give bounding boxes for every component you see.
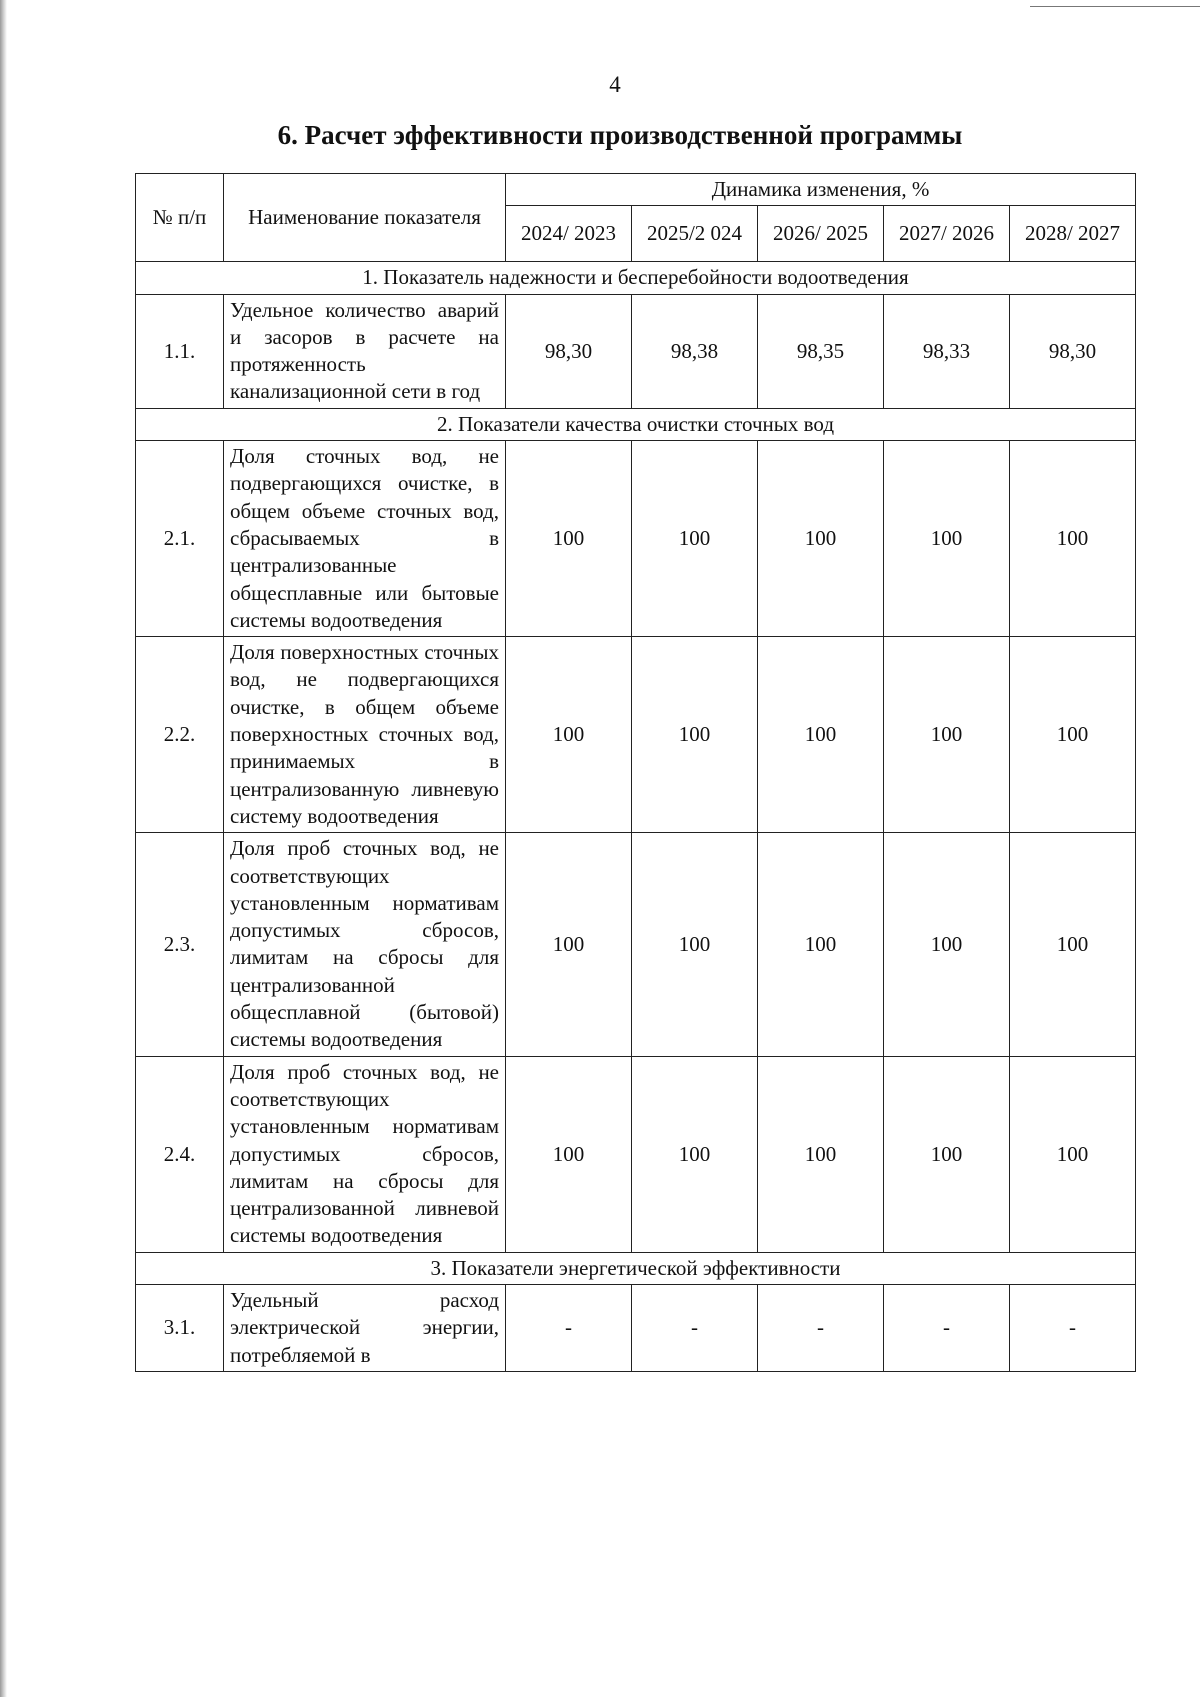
value-cell: 100	[632, 833, 758, 1056]
value-cell: 100	[632, 441, 758, 637]
value-cell: 100	[632, 637, 758, 833]
header-dynamics: Динамика изменения, %	[506, 174, 1136, 206]
value-cell: 100	[758, 833, 884, 1056]
row-number: 2.1.	[136, 441, 224, 637]
value-cell: 100	[1010, 441, 1136, 637]
header-period: 2024/ 2023	[506, 206, 632, 262]
value-cell: 100	[506, 1056, 632, 1252]
value-cell: 100	[758, 637, 884, 833]
page-title: 6. Расчет эффективности производственной программы	[277, 120, 963, 150]
row-number: 2.3.	[136, 833, 224, 1056]
value-cell: 100	[1010, 1056, 1136, 1252]
value-cell: 100	[884, 441, 1010, 637]
indicator-name: Доля проб сточных вод, не соответствующих установленным нормативам допустимых сбросов, лимитам на сбросы для централизованной ливневой системы водоотведения	[224, 1056, 506, 1252]
value-cell: 100	[506, 637, 632, 833]
value-cell: 100	[506, 833, 632, 1056]
row-number: 2.4.	[136, 1056, 224, 1252]
value-cell: 100	[884, 833, 1010, 1056]
value-cell: 100	[1010, 833, 1136, 1056]
page-number: 4	[609, 72, 621, 97]
value-cell: 100	[1010, 637, 1136, 833]
value-cell: -	[1010, 1284, 1136, 1371]
value-cell: -	[884, 1284, 1010, 1371]
header-period: 2027/ 2026	[884, 206, 1010, 262]
table-row	[136, 441, 1136, 637]
row-number: 2.2.	[136, 637, 224, 833]
indicator-name: Доля поверхностных сточных вод, не подвергающихся очистке, в общем объеме поверхностных сточных вод, принимаемых в централизованную ливневую систему водоотведения	[224, 637, 506, 833]
header-period: 2028/ 2027	[1010, 206, 1136, 262]
section-row	[136, 408, 1136, 440]
value-cell: 100	[758, 441, 884, 637]
indicator-name: Удельный расход электрической энергии, потребляемой в	[224, 1284, 506, 1371]
efficiency-table	[135, 173, 1136, 1372]
value-cell: 100	[506, 441, 632, 637]
header-period: 2025/2 024	[632, 206, 758, 262]
row-number: 3.1.	[136, 1284, 224, 1371]
header-name: Наименование показателя	[224, 174, 506, 262]
value-cell: -	[506, 1284, 632, 1371]
section-title: 2. Показатели качества очистки сточных вод	[136, 408, 1136, 440]
section-title: 1. Показатель надежности и бесперебойности водоотведения	[136, 262, 1136, 294]
table-row	[136, 1284, 1136, 1371]
header-num: № п/п	[136, 174, 224, 262]
header-period: 2026/ 2025	[758, 206, 884, 262]
section-title: 3. Показатели энергетической эффективности	[136, 1252, 1136, 1284]
value-cell: 100	[758, 1056, 884, 1252]
table-row	[136, 294, 1136, 408]
indicator-name: Удельное количество аварий и засоров в расчете на протяженность канализационной сети в год	[224, 294, 506, 408]
section-row	[136, 1252, 1136, 1284]
value-cell: 100	[884, 637, 1010, 833]
value-cell: -	[632, 1284, 758, 1371]
table-row	[136, 637, 1136, 833]
row-number: 1.1.	[136, 294, 224, 408]
indicator-name: Доля сточных вод, не подвергающихся очистке, в общем объеме сточных вод, сбрасываемых в централизованные общесплавные или бытовые системы водоотведения	[224, 441, 506, 637]
scan-top-rule	[1030, 6, 1200, 7]
table-row	[136, 833, 1136, 1056]
value-cell: 98,30	[1010, 294, 1136, 408]
indicator-name: Доля проб сточных вод, не соответствующих установленным нормативам допустимых сбросов, лимитам на сбросы для централизованной общесплавной (бытовой) системы водоотведения	[224, 833, 506, 1056]
section-row	[136, 262, 1136, 294]
value-cell: 98,35	[758, 294, 884, 408]
value-cell: 100	[632, 1056, 758, 1252]
table-row	[136, 1056, 1136, 1252]
scan-left-edge	[0, 0, 7, 1697]
value-cell: 98,33	[884, 294, 1010, 408]
value-cell: 100	[884, 1056, 1010, 1252]
value-cell: 98,38	[632, 294, 758, 408]
value-cell: -	[758, 1284, 884, 1371]
value-cell: 98,30	[506, 294, 632, 408]
